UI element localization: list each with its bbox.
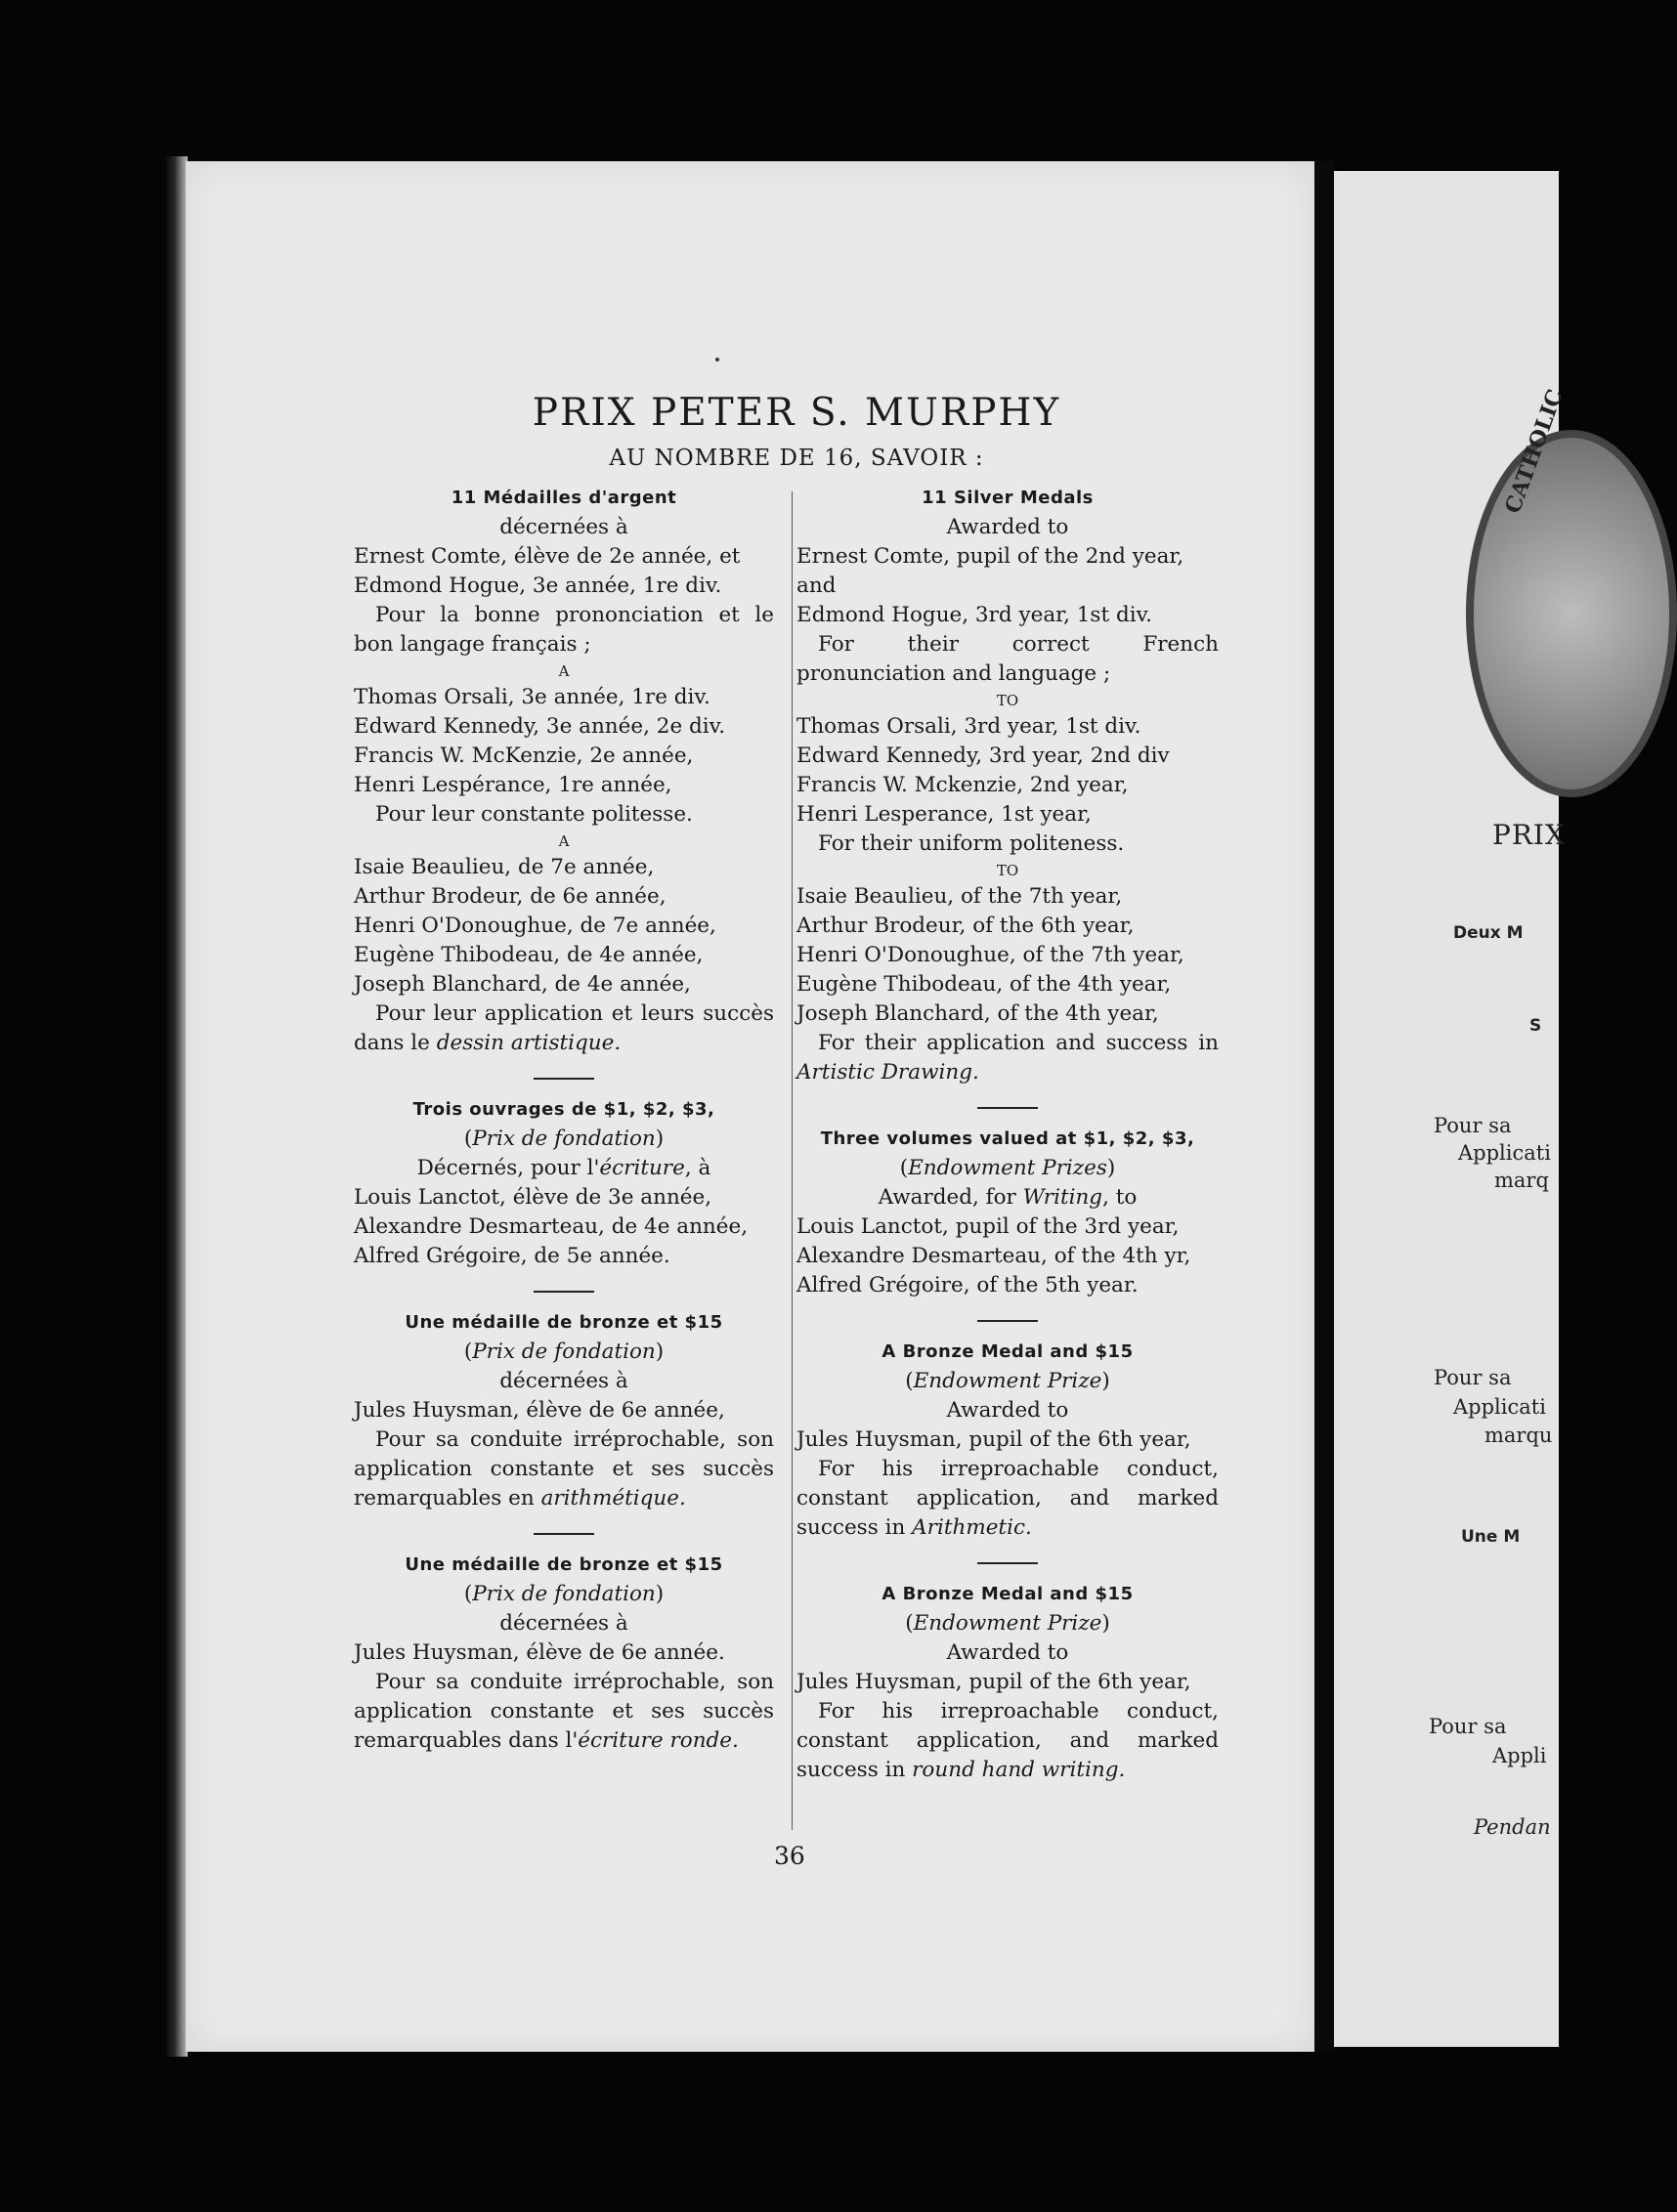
recipient-line: Alexandre Desmarteau, of the 4th yr, <box>796 1244 1191 1268</box>
right-page-fragment: S <box>1529 1016 1542 1036</box>
section-rule <box>534 1291 594 1293</box>
reason-plain: For his irreproachable conduct, constant application, and marked success in <box>796 1457 1219 1540</box>
recipient-line: Jules Huysman, pupil of the 6th year, <box>796 1670 1191 1694</box>
right-page-fragment: Applicati <box>1453 1395 1546 1419</box>
prize-type-label: Endowment Prizes <box>908 1156 1107 1180</box>
reason-text: Pour la bonne prononciation et le bon langage français ; <box>354 603 774 657</box>
prize-type: (Prix de fondation) <box>463 1582 665 1606</box>
recipient-line: Henri O'Donoughue, de 7e année, <box>354 914 716 938</box>
reason-italic: dessin artistique. <box>436 1031 622 1055</box>
reason-text <box>354 1425 774 1513</box>
right-page-fragment: Pendan <box>1474 1815 1551 1839</box>
recipient-line: Henri Lespérance, 1re année, <box>354 773 672 797</box>
reason-text <box>796 1029 1219 1087</box>
reason-plain: For his irreproachable conduct, constant application, and marked success in <box>796 1699 1219 1782</box>
recipient-line: Jules Huysman, élève de 6e année, <box>354 1398 725 1423</box>
right-page-fragment: marqu <box>1484 1424 1553 1447</box>
recipient-line: Francis W. Mckenzie, 2nd year, <box>796 773 1129 797</box>
reason-italic: écriture ronde. <box>578 1728 739 1753</box>
recipient-line: Alfred Grégoire, of the 5th year. <box>796 1273 1139 1297</box>
section-subheading: décernées à <box>499 515 628 539</box>
section-heading: 11 Silver Medals <box>922 488 1094 508</box>
reason-text <box>796 1455 1219 1543</box>
prize-type: (Endowment Prizes) <box>899 1156 1116 1180</box>
to-marker: TO <box>996 862 1019 879</box>
right-page-fragment: Pour sa <box>1434 1114 1512 1137</box>
reason-text <box>796 1697 1219 1785</box>
english-column <box>796 484 1219 1785</box>
to-marker: TO <box>996 692 1019 709</box>
section-subheading: Awarded to <box>946 1398 1069 1423</box>
section-subheading <box>796 1183 1219 1212</box>
french-column <box>354 484 774 1756</box>
prize-type: (Prix de fondation) <box>463 1127 665 1151</box>
column-divider <box>792 491 793 1830</box>
reason-italic: round hand writing. <box>912 1758 1126 1782</box>
sub-plain: Awarded, for <box>878 1185 1023 1210</box>
recipient-line: Arthur Brodeur, of the 6th year, <box>796 914 1135 938</box>
right-page-fragment: Pour sa <box>1429 1715 1507 1738</box>
section-subheading: décernées à <box>499 1611 628 1636</box>
reason-plain: Pour leur application et leurs succès dans le <box>354 1001 774 1055</box>
section-rule <box>977 1107 1038 1109</box>
recipient-line: Eugène Thibodeau, of the 4th year, <box>796 972 1172 997</box>
prize-type-label: Prix de fondation <box>472 1340 656 1364</box>
right-page-fragment: Pour sa <box>1434 1366 1512 1389</box>
section-rule <box>534 1078 594 1080</box>
section-rule <box>977 1320 1038 1322</box>
prize-type: (Prix de fondation) <box>463 1340 665 1364</box>
reason-italic: Artistic Drawing. <box>796 1060 979 1085</box>
recipient-line: Edward Kennedy, 3e année, 2e div. <box>354 714 726 739</box>
recipient-line: Edward Kennedy, 3rd year, 2nd div <box>796 744 1170 768</box>
section-subheading <box>354 1154 774 1183</box>
book-binding <box>166 156 188 2057</box>
section-heading: Three volumes valued at $1, $2, $3, <box>820 1128 1195 1149</box>
section-heading: 11 Médailles d'argent <box>451 488 677 508</box>
section-heading: Une médaille de bronze et $15 <box>405 1554 723 1575</box>
section-heading: A Bronze Medal and $15 <box>882 1584 1134 1604</box>
right-page-fragment: Applicati <box>1458 1141 1551 1165</box>
reason-text: For their correct French pronunciation and language ; <box>796 632 1219 686</box>
reason-text <box>354 1668 774 1756</box>
recipient-line: Thomas Orsali, 3e année, 1re div. <box>354 685 710 709</box>
right-page-fragment: Deux M <box>1453 923 1524 943</box>
recipient-line: Henri O'Donoughue, of the 7th year, <box>796 943 1184 967</box>
right-page-fragment: marq <box>1494 1169 1549 1192</box>
recipient-line: Jules Huysman, élève de 6e année. <box>354 1640 725 1665</box>
prize-type-label: Endowment Prize <box>913 1369 1102 1393</box>
recipient-line: Louis Lanctot, élève de 3e année, <box>354 1185 712 1210</box>
page-subtitle: AU NOMBRE DE 16, SAVOIR : <box>609 446 984 471</box>
prize-type: (Endowment Prize) <box>905 1611 1110 1636</box>
reason-plain: For their application and success in <box>818 1031 1219 1055</box>
right-page-fragment: PRIX <box>1492 819 1566 851</box>
recipient-line: Jules Huysman, pupil of the 6th year, <box>796 1427 1191 1452</box>
sub-plain-end: , à <box>684 1156 711 1180</box>
sub-plain: Décernés, pour l' <box>416 1156 600 1180</box>
right-page-fragment: Appli <box>1492 1744 1547 1767</box>
to-marker: A <box>558 662 570 680</box>
recipient-line: Isaie Beaulieu, de 7e année, <box>354 855 655 879</box>
section-rule <box>977 1562 1038 1564</box>
medal-seal-text: CATHOLIC <box>1500 386 1569 517</box>
section-heading: Une médaille de bronze et $15 <box>405 1312 723 1333</box>
reason-plain: Pour sa conduite irréprochable, son application constante et ses succès remarquables dans l' <box>354 1670 774 1753</box>
recipient-line: Isaie Beaulieu, of the 7th year, <box>796 884 1123 909</box>
recipient-line: Ernest Comte, pupil of the 2nd year, and <box>796 544 1184 598</box>
section-heading: A Bronze Medal and $15 <box>882 1341 1134 1362</box>
prize-type-label: Prix de fondation <box>472 1127 656 1151</box>
prize-type-label: Prix de fondation <box>472 1582 656 1606</box>
ink-dot <box>715 358 719 362</box>
reason-text: Pour leur constante politesse. <box>375 802 693 827</box>
sub-italic: écriture <box>599 1156 685 1180</box>
section-subheading: décernées à <box>499 1369 628 1393</box>
reason-italic: arithmétique. <box>540 1486 686 1510</box>
recipient-line: Edmond Hogue, 3rd year, 1st div. <box>796 603 1153 627</box>
page-title: PRIX PETER S. MURPHY <box>532 391 1061 435</box>
section-heading: Trois ouvrages de $1, $2, $3, <box>412 1099 715 1120</box>
recipient-line: Louis Lanctot, pupil of the 3rd year, <box>796 1214 1180 1239</box>
sub-plain-end: , to <box>1102 1185 1138 1210</box>
recipient-line: Joseph Blanchard, de 4e année, <box>354 972 691 997</box>
recipient-line: Joseph Blanchard, of the 4th year, <box>796 1001 1159 1026</box>
recipient-line: Arthur Brodeur, de 6e année, <box>354 884 666 909</box>
prize-type-label: Endowment Prize <box>913 1611 1102 1636</box>
recipient-line: Edmond Hogue, 3e année, 1re div. <box>354 574 722 598</box>
recipient-line: Alfred Grégoire, de 5e année. <box>354 1244 670 1268</box>
reason-text <box>354 1000 774 1058</box>
section-subheading: Awarded to <box>946 515 1069 539</box>
reason-italic: Arithmetic. <box>912 1515 1032 1540</box>
right-page-fragment: Une M <box>1461 1527 1521 1547</box>
recipient-line: Alexandre Desmarteau, de 4e année, <box>354 1214 749 1239</box>
prize-type: (Endowment Prize) <box>905 1369 1110 1393</box>
page-number: 36 <box>774 1842 805 1870</box>
sub-italic: Writing <box>1022 1185 1103 1210</box>
recipient-line: Eugène Thibodeau, de 4e année, <box>354 943 704 967</box>
recipient-line: Henri Lesperance, 1st year, <box>796 802 1092 827</box>
reason-text: For their uniform politeness. <box>818 831 1125 856</box>
reason-plain: Pour sa conduite irréprochable, son application constante et ses succès remarquables en <box>354 1427 774 1510</box>
recipient-line: Ernest Comte, élève de 2e année, et <box>354 544 741 569</box>
to-marker: A <box>558 832 570 850</box>
section-rule <box>534 1533 594 1535</box>
medal-seal-image <box>1466 430 1677 797</box>
section-subheading: Awarded to <box>946 1640 1069 1665</box>
recipient-line: Francis W. McKenzie, 2e année, <box>354 744 694 768</box>
recipient-line: Thomas Orsali, 3rd year, 1st div. <box>796 714 1141 739</box>
